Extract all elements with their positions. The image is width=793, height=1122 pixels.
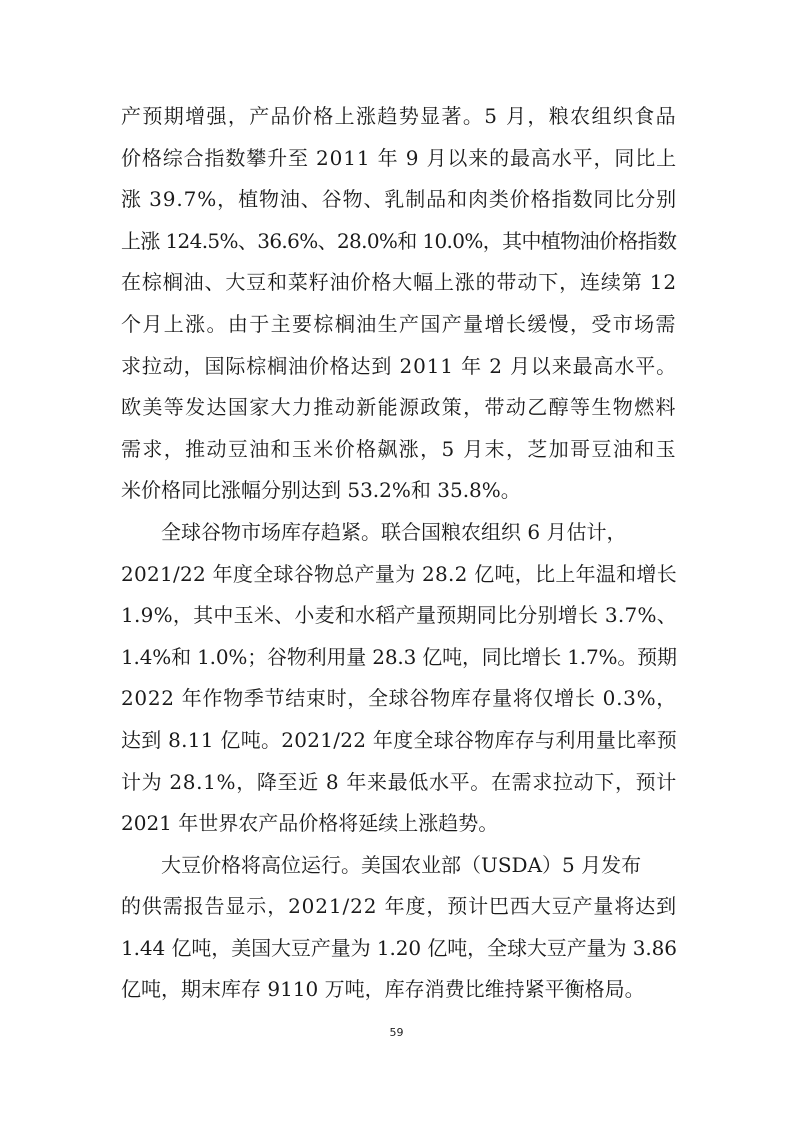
text-line: 价格综合指数攀升至 2011 年 9 月以来的最高水平，同比上: [121, 145, 677, 170]
text-line: 2021/22 年度全球谷物总产量为 28.2 亿吨，比上年温和增长: [121, 561, 677, 586]
text-line: 的供需报告显示，2021/22 年度，预计巴西大豆产量将达到: [121, 894, 677, 919]
text-line: 1.9%，其中玉米、小麦和水稻产量预期同比分别增长 3.7%、: [121, 603, 677, 628]
page-number: 59: [389, 1026, 404, 1039]
text-line: 大豆价格将高位运行。美国农业部（USDA）5 月发布: [161, 852, 642, 877]
text-line: 需求，推动豆油和玉米价格飙涨，5 月末，芝加哥豆油和玉: [121, 436, 677, 461]
body-text: [121, 96, 677, 1011]
text-line: 上涨 124.5%、36.6%、28.0%和 10.0%，其中植物油价格指数: [121, 228, 677, 253]
text-line: 涨 39.7%，植物油、谷物、乳制品和肉类价格指数同比分别: [121, 187, 677, 212]
text-line: 产预期增强，产品价格上涨趋势显著。5 月，粮农组织食品: [121, 104, 677, 128]
paragraph: [121, 96, 677, 512]
text-line: 个月上涨。由于主要棕榈油生产国产量增长缓慢，受市场需: [121, 311, 677, 336]
text-line: 2021 年世界农产品价格将延续上涨趋势。: [121, 811, 499, 836]
text-line: 达到 8.11 亿吨。2021/22 年度全球谷物库存与利用量比率预: [121, 727, 677, 752]
text-line: 2022 年作物季节结束时，全球谷物库存量将仅增长 0.3%，: [121, 686, 677, 711]
text-line: 全球谷物市场库存趋紧。联合国粮农组织 6 月估计，: [161, 519, 627, 544]
paragraph: [121, 845, 677, 1011]
text-line: 1.44 亿吨，美国大豆产量为 1.20 亿吨，全球大豆产量为 3.86: [121, 935, 677, 960]
text-line: 米价格同比涨幅分别达到 53.2%和 35.8%。: [121, 478, 521, 503]
text-line: 亿吨，期末库存 9110 万吨，库存消费比维持紧平衡格局。: [121, 977, 645, 1002]
text-line: 欧美等发达国家大力推动新能源政策，带动乙醇等生物燃料: [121, 395, 677, 420]
text-line: 求拉动，国际棕榈油价格达到 2011 年 2 月以来最高水平。: [121, 353, 677, 378]
paragraph: [121, 512, 677, 845]
text-line: 计为 28.1%，降至近 8 年来最低水平。在需求拉动下，预计: [121, 769, 677, 794]
text-line: 1.4%和 1.0%；谷物利用量 28.3 亿吨，同比增长 1.7%。预期: [121, 644, 677, 669]
text-line: 在棕榈油、大豆和菜籽油价格大幅上涨的带动下，连续第 12: [121, 270, 677, 295]
